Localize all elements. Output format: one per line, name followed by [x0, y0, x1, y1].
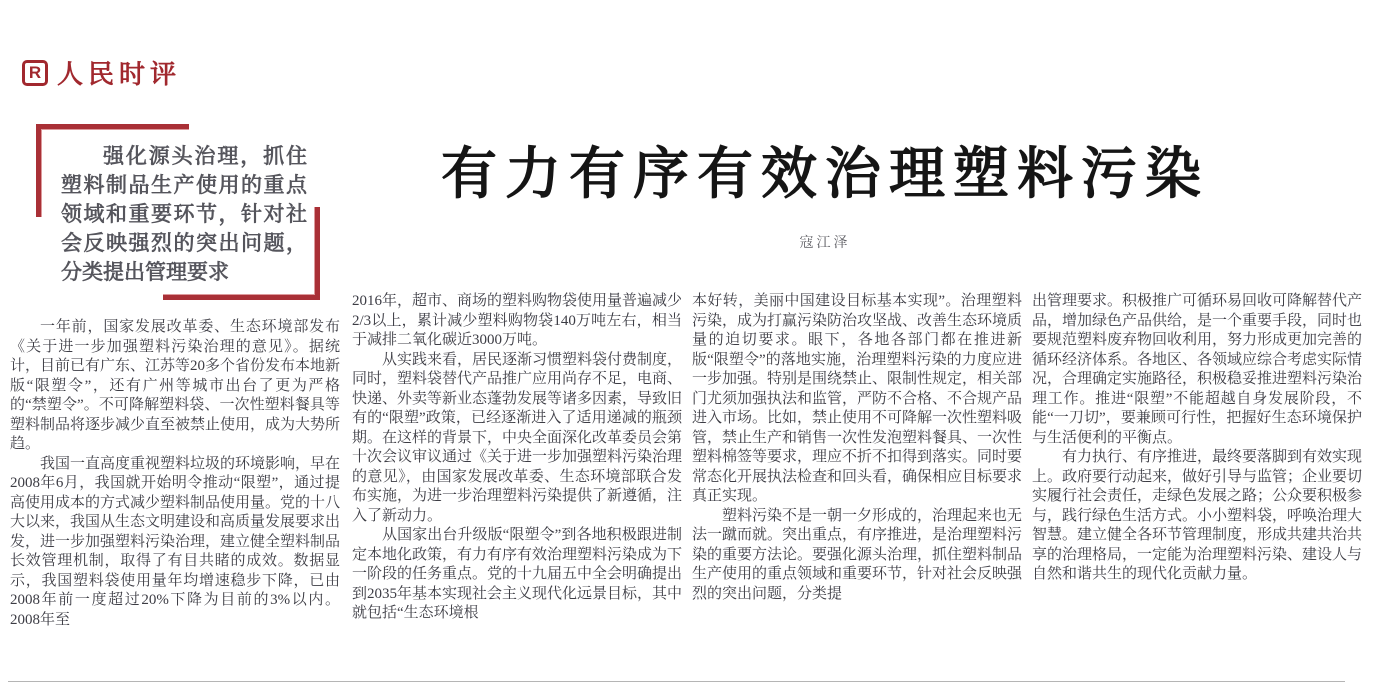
- paragraph-continuation: 本好转，美丽中国建设目标基本实现”。治理塑料污染，成为打赢污染防治攻坚战、改善生态环境质量的迫切要求。眼下，各地各部门都在推进新版“限塑令”的落地实施，治理塑料污染的力度应进一步加强。特别是围绕禁止、限制性规定，相关部门尤须加强执法和监管，严防不合格、不合规产品进入市场。比如，禁止使用不可降解一次性塑料吸管，禁止生产和销售一次性发泡塑料餐具、一次性塑料棉签等要求，理应不折不扣得到落实。同时要常态化开展执法检查和回头看，确保相应目标要求真正实现。: [692, 293, 1023, 504]
- paragraph: 从国家出台升级版“限塑令”到各地积极跟进制定本地化政策，有力有序有效治理塑料污染成为下一阶段的任务重点。党的十九届五中全会明确提出到2035年基本实现社会主义现代化远景目标，其中就包括“生态环境根: [352, 527, 683, 621]
- text-column-4: [1032, 292, 1362, 678]
- paragraph-continuation: 出管理要求。积极推广可循环易回收可降解替代产品，增加绿色产品供给，是一个重要手段，同时也要规范塑料废弃物回收利用，努力形成更加完善的循环经济体系。各地区、各领域应综合考虑实际情况，合理确定实施路径，积极稳妥推进塑料污染治理工作。推进“限塑”不能超越自身发展阶段，不能“一刀切”，要兼顾可行性，把握好生态环境保护与生活便利的平衡点。: [1032, 293, 1363, 446]
- article-headline: 有力有序有效治理塑料污染: [441, 142, 1209, 205]
- paragraph-continuation: 2016年，超市、商场的塑料购物袋使用量普遍减少2/3以上，累计减少塑料购物袋140万吨左右，相当于减排二氧化碳近3000万吨。: [352, 293, 683, 348]
- people-daily-r-logo-icon: [22, 60, 48, 86]
- r-logo-letter: R: [28, 62, 42, 82]
- section-title: 人民时评: [57, 59, 182, 89]
- pull-quote-text: 强化源头治理，抓住塑料制品生产使用的重点领域和重要环节，针对社会反映强烈的突出问题，分类提出管理要求: [61, 145, 307, 284]
- article-author: 寇江泽: [799, 236, 851, 251]
- paragraph: 我国一直高度重视塑料垃圾的环境影响，早在2008年6月，我国就开始明令推动“限塑”，通过提高使用成本的方式减少塑料制品使用量。党的十八大以来，我国从生态文明建设和高质量发展要求出发，进一步加强塑料污染治理，建立健全塑料制品长效管理机制，取得了有目共睹的成效。数据显示，我国塑料袋使用量年均增速稳步下降，已由2008年前一度超过20%下降为目前的3%以内。2008年至: [10, 455, 341, 628]
- text-column-2: [352, 292, 682, 678]
- pull-quote-box: [36, 124, 320, 300]
- paragraph: 一年前，国家发展改革委、生态环境部发布《关于进一步加强塑料污染治理的意见》。据统计，目前已有广东、江苏等20多个省份发布本地新版“限塑令”，还有广州等城市出台了更为严格的“禁塑令”。不可降解塑料袋、一次性塑料餐具等塑料制品将逐步减少直至被禁止使用，成为大势所趋。: [10, 319, 341, 452]
- bottom-divider: [8, 681, 1345, 682]
- paragraph: 从实践来看，居民逐渐习惯塑料袋付费制度，同时，塑料袋替代产品推广应用尚存不足，电商、快递、外卖等新业态蓬勃发展等诸多因素，导致旧有的“限塑”政策，已经逐渐进入了适用递减的瓶颈期。在这样的背景下，中央全面深化改革委员会第十次会议审议通过《关于进一步加强塑料污染治理的意见》，由国家发展改革委、生态环境部联合发布实施，为进一步治理塑料污染提供了新遵循，注入了新动力。: [352, 351, 683, 524]
- text-column-3: [692, 292, 1022, 678]
- paragraph: 有力执行、有序推进，最终要落脚到有效实现上。政府要行动起来，做好引导与监管；企业要切实履行社会责任，走绿色发展之路；公众要积极参与，践行绿色生活方式。小小塑料袋，呼唤治理大智慧。建立健全各环节管理制度，形成共建共治共享的治理格局，一定能为治理塑料污染、建设人与自然和谐共生的现代化贡献力量。: [1032, 449, 1363, 582]
- column-masthead: [22, 54, 181, 91]
- paragraph: 塑料污染不是一朝一夕形成的，治理起来也无法一蹴而就。突出重点，有序推进，是治理塑料污染的重要方法论。要强化源头治理，抓住塑料制品生产使用的重点领域和重要环节，针对社会反映强烈的突出问题，分类提: [692, 507, 1023, 602]
- text-column-1: [10, 318, 340, 678]
